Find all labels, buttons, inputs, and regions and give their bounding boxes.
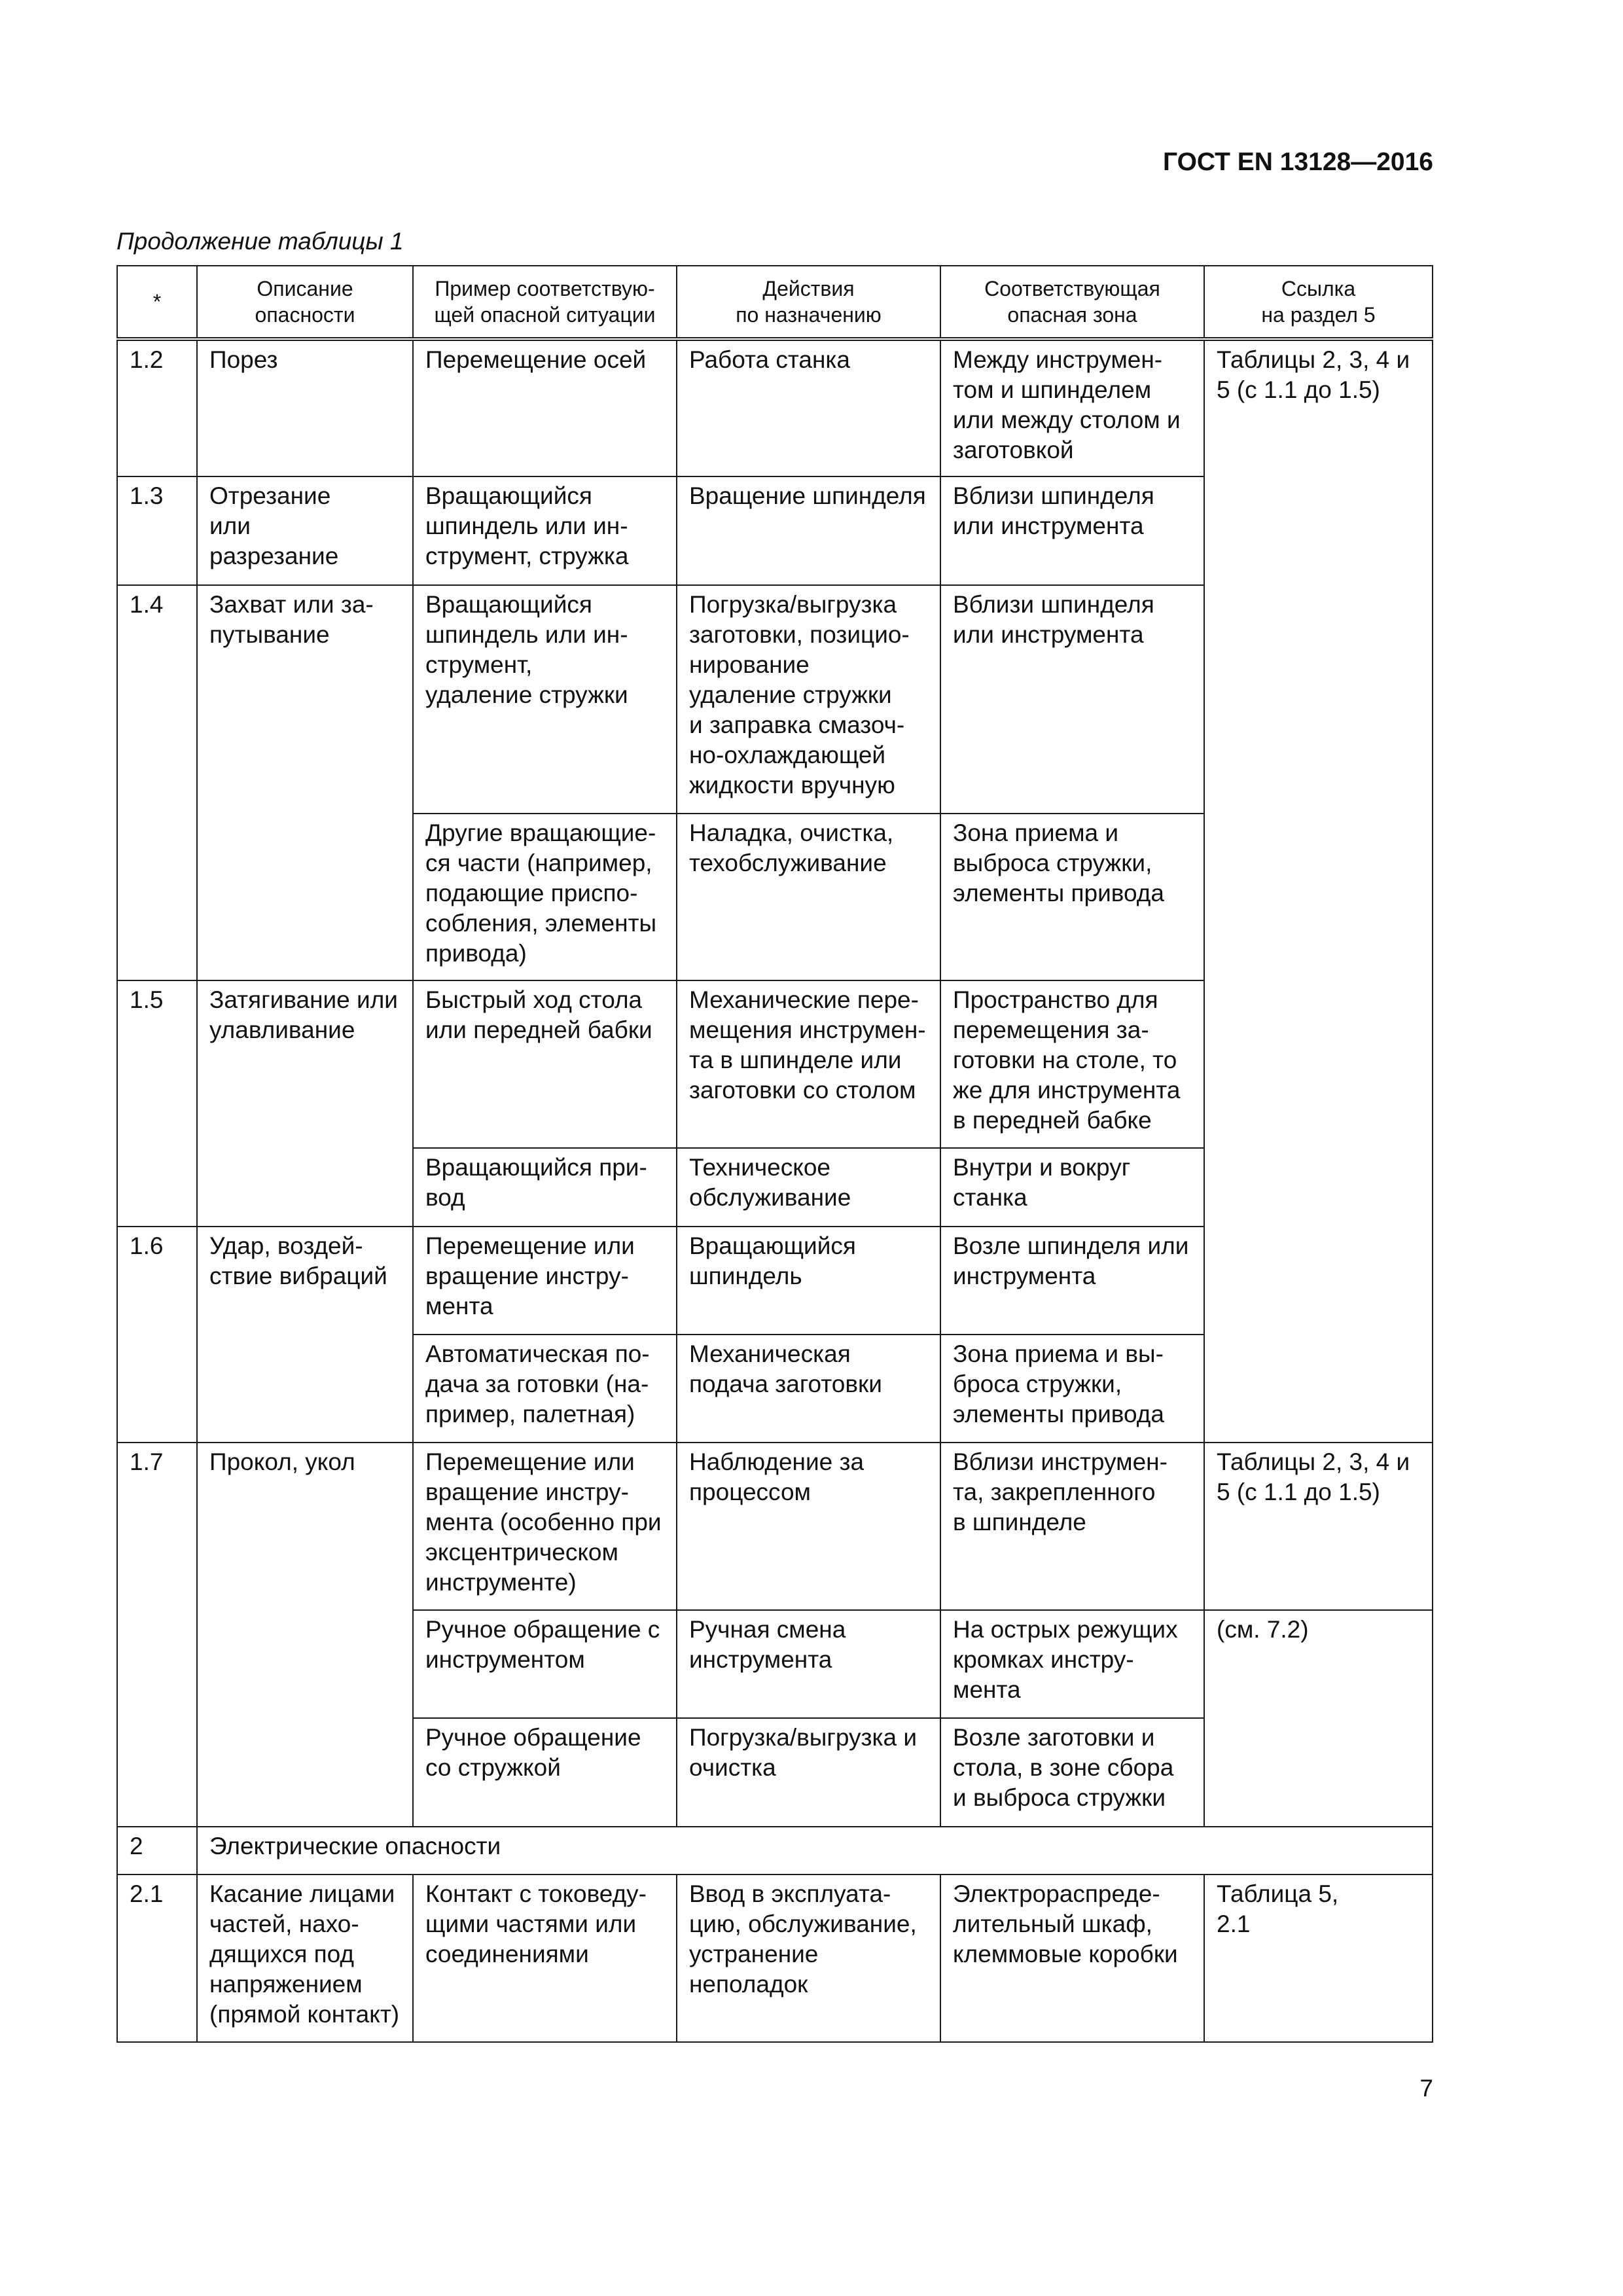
hazard-zone: Пространство для перемещения за- готовки на столе, то же для инструмента в передней бабке: [940, 980, 1204, 1148]
hazard-description: Захват или за- путывание: [197, 585, 413, 980]
hazardous-situation: Перемещение или вращение инстру- мента: [413, 1227, 677, 1335]
table-row: [117, 1443, 1433, 1610]
table-header-row: [117, 266, 1433, 339]
table-row: [117, 1874, 1433, 2042]
col-header-section-reference: Ссылка на раздел 5: [1204, 266, 1433, 339]
hazard-zone: Вблизи шпинделя или инструмента: [940, 476, 1204, 585]
table-section-row: [117, 1827, 1433, 1874]
intended-action: Вращающийся шпиндель: [677, 1227, 940, 1335]
hazardous-situation: Перемещение или вращение инстру- мента (особенно при эксцентрическом инструменте): [413, 1443, 677, 1610]
hazard-description: Отрезание или разрезание: [197, 476, 413, 585]
hazard-zone: Внутри и вокруг станка: [940, 1148, 1204, 1227]
hazard-zone: Возле шпинделя или инструмента: [940, 1227, 1204, 1335]
intended-action: Ввод в эксплуата- цию, обслуживание, устранение неполадок: [677, 1874, 940, 2042]
hazardous-situation: Вращающийся шпиндель или ин- струмент, удаление стружки: [413, 585, 677, 814]
col-header-hazard-zone: Соответствующая опасная зона: [940, 266, 1204, 339]
hazard-zone: Зона приема и выброса стружки, элементы привода: [940, 814, 1204, 980]
page-number: 7: [1419, 2075, 1433, 2102]
hazardous-situation: Вращающийся шпиндель или ин- струмент, стружка: [413, 476, 677, 585]
hazardous-situation: Контакт с токоведу- щими частями или соединениями: [413, 1874, 677, 2042]
col-header-hazardous-situation: Пример соответствую- щей опасной ситуации: [413, 266, 677, 339]
hazardous-situation: Ручное обращение с инструментом: [413, 1610, 677, 1718]
hazard-number: 1.5: [117, 980, 197, 1227]
intended-action: Ручная смена инструмента: [677, 1610, 940, 1718]
hazard-zone: Между инструмен- том и шпинделем или между столом и заготовкой: [940, 339, 1204, 476]
intended-action: Механическая подача заготовки: [677, 1335, 940, 1443]
intended-action: Наблюдение за процессом: [677, 1443, 940, 1610]
hazardous-situation: Перемещение осей: [413, 339, 677, 476]
table-caption: Продолжение таблицы 1: [116, 228, 404, 255]
intended-action: Техническое обслуживание: [677, 1148, 940, 1227]
intended-action: Работа станка: [677, 339, 940, 476]
table-row: [117, 339, 1433, 476]
hazard-zone: Зона приема и вы- броса стружки, элементы привода: [940, 1335, 1204, 1443]
col-header-hazard-description: Описание опасности: [197, 266, 413, 339]
col-header-number: *: [117, 266, 197, 339]
hazard-description: Затягивание или улавливание: [197, 980, 413, 1227]
hazardous-situation: Ручное обращение со стружкой: [413, 1718, 677, 1827]
hazard-zone: На острых режущих кромках инстру- мента: [940, 1610, 1204, 1718]
hazardous-situation: Автоматическая по- дача за готовки (на- пример, палетная): [413, 1335, 677, 1443]
hazard-description: Касание лицами частей, нахо- дящихся под напряжением (прямой контакт): [197, 1874, 413, 2042]
hazard-number: 2.1: [117, 1874, 197, 2042]
intended-action: Погрузка/выгрузка заготовки, позицио- нирование удаление стружки и заправка смазоч- но-охлаждающей жидкости вручную: [677, 585, 940, 814]
hazard-group-number: 2: [117, 1827, 197, 1874]
hazard-zone: Вблизи шпинделя или инструмента: [940, 585, 1204, 814]
hazard-group-title: Электрические опасности: [197, 1827, 1433, 1874]
hazardous-situation: Быстрый ход стола или передней бабки: [413, 980, 677, 1148]
hazardous-situation: Другие вращающие- ся части (например, подающие приспо- собления, элементы привода): [413, 814, 677, 980]
hazard-description: Порез: [197, 339, 413, 476]
hazards-table: [116, 265, 1433, 2043]
col-header-intended-actions: Действия по назначению: [677, 266, 940, 339]
intended-action: Наладка, очистка, техобслуживание: [677, 814, 940, 980]
hazard-number: 1.3: [117, 476, 197, 585]
hazard-number: 1.7: [117, 1443, 197, 1827]
section-reference: Таблицы 2, 3, 4 и 5 (с 1.1 до 1.5): [1204, 1443, 1433, 1610]
intended-action: Погрузка/выгрузка и очистка: [677, 1718, 940, 1827]
document-number: ГОСТ EN 13128—2016: [1162, 148, 1433, 176]
hazardous-situation: Вращающийся при- вод: [413, 1148, 677, 1227]
hazard-zone: Электрораспреде- лительный шкаф, клеммовые коробки: [940, 1874, 1204, 2042]
intended-action: Механические пере- мещения инструмен- та в шпинделе или заготовки со столом: [677, 980, 940, 1148]
hazard-description: Прокол, укол: [197, 1443, 413, 1827]
hazard-zone: Вблизи инструмен- та, закрепленного в шпинделе: [940, 1443, 1204, 1610]
hazard-number: 1.4: [117, 585, 197, 980]
hazard-description: Удар, воздей- ствие вибраций: [197, 1227, 413, 1443]
hazard-zone: Возле заготовки и стола, в зоне сбора и выброса стружки: [940, 1718, 1204, 1827]
intended-action: Вращение шпинделя: [677, 476, 940, 585]
section-reference: Таблицы 2, 3, 4 и 5 (с 1.1 до 1.5): [1204, 339, 1433, 1443]
section-reference: Таблица 5, 2.1: [1204, 1874, 1433, 2042]
section-reference: (см. 7.2): [1204, 1610, 1433, 1827]
hazard-number: 1.2: [117, 339, 197, 476]
hazard-number: 1.6: [117, 1227, 197, 1443]
